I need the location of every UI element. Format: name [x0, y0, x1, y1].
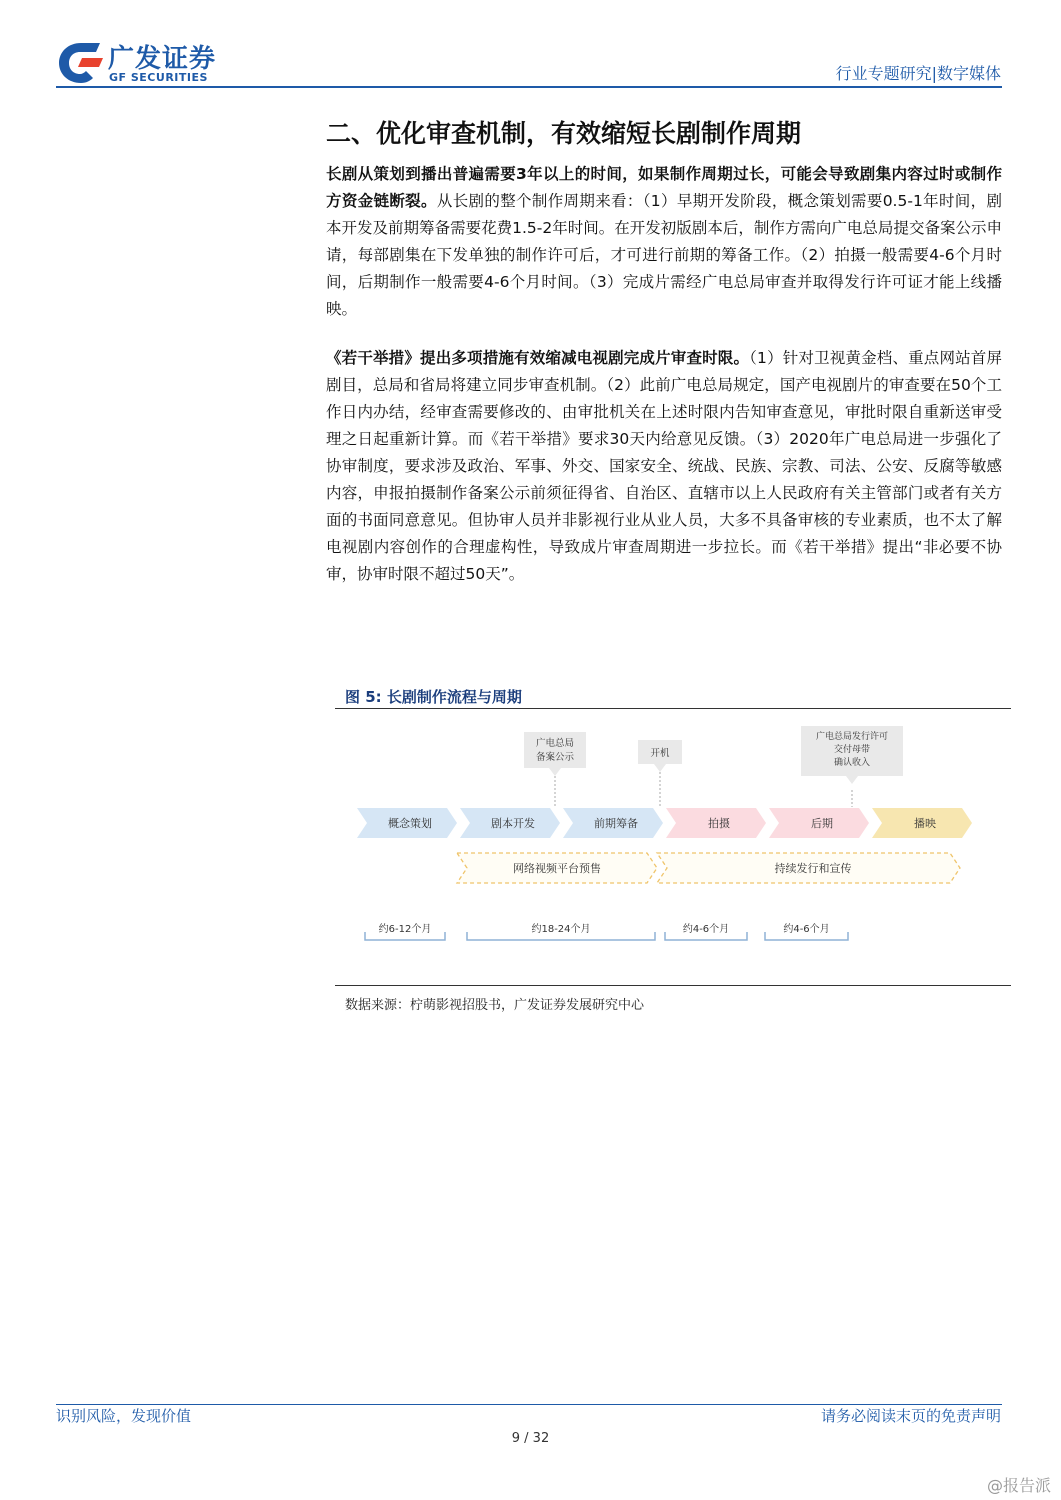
figure-source: 数据来源：柠萌影视招股书，广发证券发展研究中心	[345, 998, 645, 1013]
stage-label: 前期筹备	[594, 817, 638, 830]
duration-label: 约18-24个月	[531, 924, 591, 935]
stage-label: 剧本开发	[491, 817, 535, 830]
callout-start-shooting-label: 开机	[650, 748, 670, 759]
paragraph-2-body: （1）针对卫视黄金档、重点网站首屏剧目，总局和省局将建立同步审查机制。（2）此前广电总局规定，国产电视剧片的审查要在50个工作日内办结，经审查需要修改的、由审批机关在上述时限内告知审查意见，审批时限自重新送审受理之日起重新计算。而《若干举措》要求30天内给意见反馈。（3）2020年广电总局进一步强化了协审制度，要求涉及政治、军事、外交、国家安全、统战、民族、宗教、司法、公安、反腐等敏感内容，申报拍摄制作备案公示前须征得省、自治区、直辖市以上人民政府有关主管部门或者有关方面的书面同意意见。但协审人员并非影视行业从业人员，大多不具备审核的专业素质，也不太了解电视剧内容创作的合理虚构性，导致成片审查周期进一步拉长。而《若干举措》提出“非必要不协审，协审时限不超过50天”。	[326, 349, 1002, 583]
callout-license-line1: 广电总局发行许可	[815, 732, 889, 742]
figure-top-rule	[335, 708, 1011, 709]
duration-label: 约6-12个月	[378, 924, 432, 935]
stage-label: 播映	[914, 817, 936, 830]
production-flow-diagram	[335, 710, 1011, 985]
paragraph-2	[326, 345, 1002, 588]
paragraph-1-body: 从长剧的整个制作周期来看：（1）早期开发阶段，概念策划需要0.5-1年时间，剧本开发及前期筹备需要花费1.5-2年时间。在开发初版剧本后，制作方需向广电总局提交备案公示申请，每部剧集在下发单独的制作许可后，才可进行前期的筹备工作。（2）拍摄一般需要4-6个月时间，后期制作一般需要4-6个月时间。（3）完成片需经广电总局审查并取得发行许可证才能上线播映。	[326, 192, 1002, 318]
band-distribution-label: 持续发行和宣传	[774, 862, 852, 875]
footer-disclaimer: 请务必阅读末页的免责声明	[820, 1407, 1001, 1425]
callout-license-line3: 确认收入	[833, 758, 871, 768]
page-number: 9 / 32	[511, 1431, 550, 1446]
stage-label: 概念策划	[388, 817, 432, 830]
footer-slogan: 识别风险，发现价值	[56, 1407, 192, 1425]
logo-chinese: 广发证券	[108, 44, 217, 74]
callout-license-line2: 交付母带	[833, 745, 871, 755]
figure-bottom-rule	[335, 985, 1011, 986]
callout-filing-line1: 广电总局	[535, 738, 575, 749]
stage-label: 拍摄	[708, 817, 730, 830]
paragraph-2-lead: 《若干举措》提出多项措施有效缩减电视剧完成片审查时限。	[326, 349, 750, 367]
gf-logo-icon	[56, 40, 106, 86]
band-presale	[457, 853, 657, 883]
callout-distribution-license	[801, 726, 903, 784]
paragraph-1-lead: 长剧从策划到播出普遍需要3年以上的时间，如果制作周期过长，可能会导致剧集内容过时或制作方资金链断裂。	[326, 165, 1002, 210]
stage-label: 后期	[811, 817, 833, 830]
report-category: 行业专题研究|数字媒体	[835, 64, 1001, 83]
watermark: @报告派	[986, 1476, 1051, 1495]
callout-filing	[524, 732, 586, 776]
callout-start-shooting	[638, 740, 682, 772]
duration-label: 约4-6个月	[783, 924, 830, 935]
callout-filing-line2: 备案公示	[535, 752, 575, 763]
band-presale-label: 网络视频平台预售	[513, 862, 601, 875]
duration-label: 约4-6个月	[682, 924, 730, 935]
band-distribution	[657, 853, 960, 883]
paragraph-1	[326, 161, 1002, 323]
header-divider	[56, 86, 1002, 88]
figure-title: 图 5: 长剧制作流程与周期	[345, 688, 522, 706]
logo-english: GF SECURITIES	[109, 71, 208, 84]
section-title: 二、优化审查机制，有效缩短长剧制作周期	[326, 119, 802, 148]
